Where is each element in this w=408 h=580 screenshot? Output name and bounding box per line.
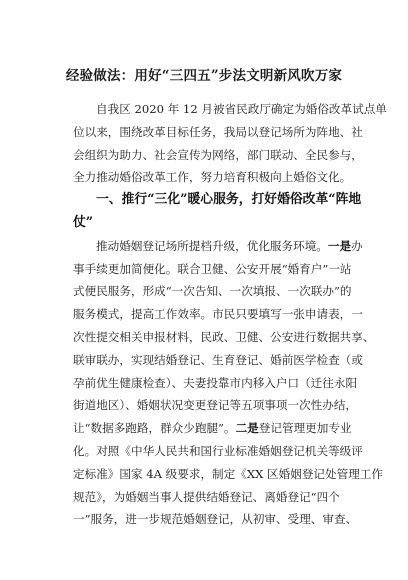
text-line: 自我区 2020 年 12 月被省民政厅确定为婚俗改革试点单 [96, 102, 387, 116]
text-line: 街道地区）、婚姻状况变更登记等五项事项一次性办结， [73, 398, 358, 413]
text-line: 次性提交相关申报材料，民政、卫健、公安进行数据共享、 [73, 329, 375, 344]
text-segment: 让“数据多跑路，群众少跑腿”。 [73, 421, 236, 436]
emphasis-text: 一是 [327, 238, 352, 253]
text-segment: 办 [351, 238, 363, 253]
heading-line: 一、推行“三化”暖心服务，打好婚俗改革“阵地 [96, 192, 362, 208]
text-line: 会组织为助力、社会宣传为网络，部门联动、全民参与， [73, 147, 363, 162]
text-line [73, 417, 352, 440]
text-line: 全力推动婚俗改革工作，努力培育积极向上婚俗文化。 [73, 170, 352, 185]
text-line: 联审联办，实现结婚登记、生育登记、婚前医学检查（或 [73, 352, 363, 367]
section-heading-1 [73, 189, 362, 235]
text-line: 服务模式，提高工作效率。市民只要填写一张申请表，一 [73, 307, 363, 322]
document-title: 经验做法：用好“三四五”步法文明新风吹万家 [65, 68, 343, 84]
heading-line: 仗” [73, 214, 94, 230]
emphasis-text: 二是 [235, 421, 259, 436]
text-segment: 推动婚姻登记场所提档升级，优化服务环境。 [96, 238, 328, 253]
text-segment: 登记管理更加专业 [258, 421, 352, 436]
document-body [73, 98, 387, 531]
text-line: 式便民服务，形成“一次告知、一次填报、一次联办”的 [73, 284, 352, 299]
text-line: 孕前优生健康检查）、夫妻投靠市内移入户口（迁往永阳 [73, 375, 358, 390]
text-line: 定标准》国家 4A 级要求，制定《XX 区婚姻登记处管理工作 [73, 466, 383, 481]
text-line: 一”服务，进一步规范婚姻登记，从初审、受理、审查、 [73, 512, 358, 527]
text-line: 事手续更加简便化。联合卫健、公安开展“婚育户”一站 [73, 261, 352, 276]
section-paragraph [73, 235, 383, 531]
text-line: 位以来，围绕改革目标任务，我局以登记场所为阵地、社 [73, 124, 363, 139]
text-line: 规范》，为婚姻当事人提供结婚登记、离婚登记“四个 [73, 489, 340, 504]
text-line: 化。对照《中华人民共和国行业标准婚姻登记机关等级评 [73, 443, 363, 458]
text-line [73, 235, 363, 258]
intro-paragraph [73, 98, 387, 189]
